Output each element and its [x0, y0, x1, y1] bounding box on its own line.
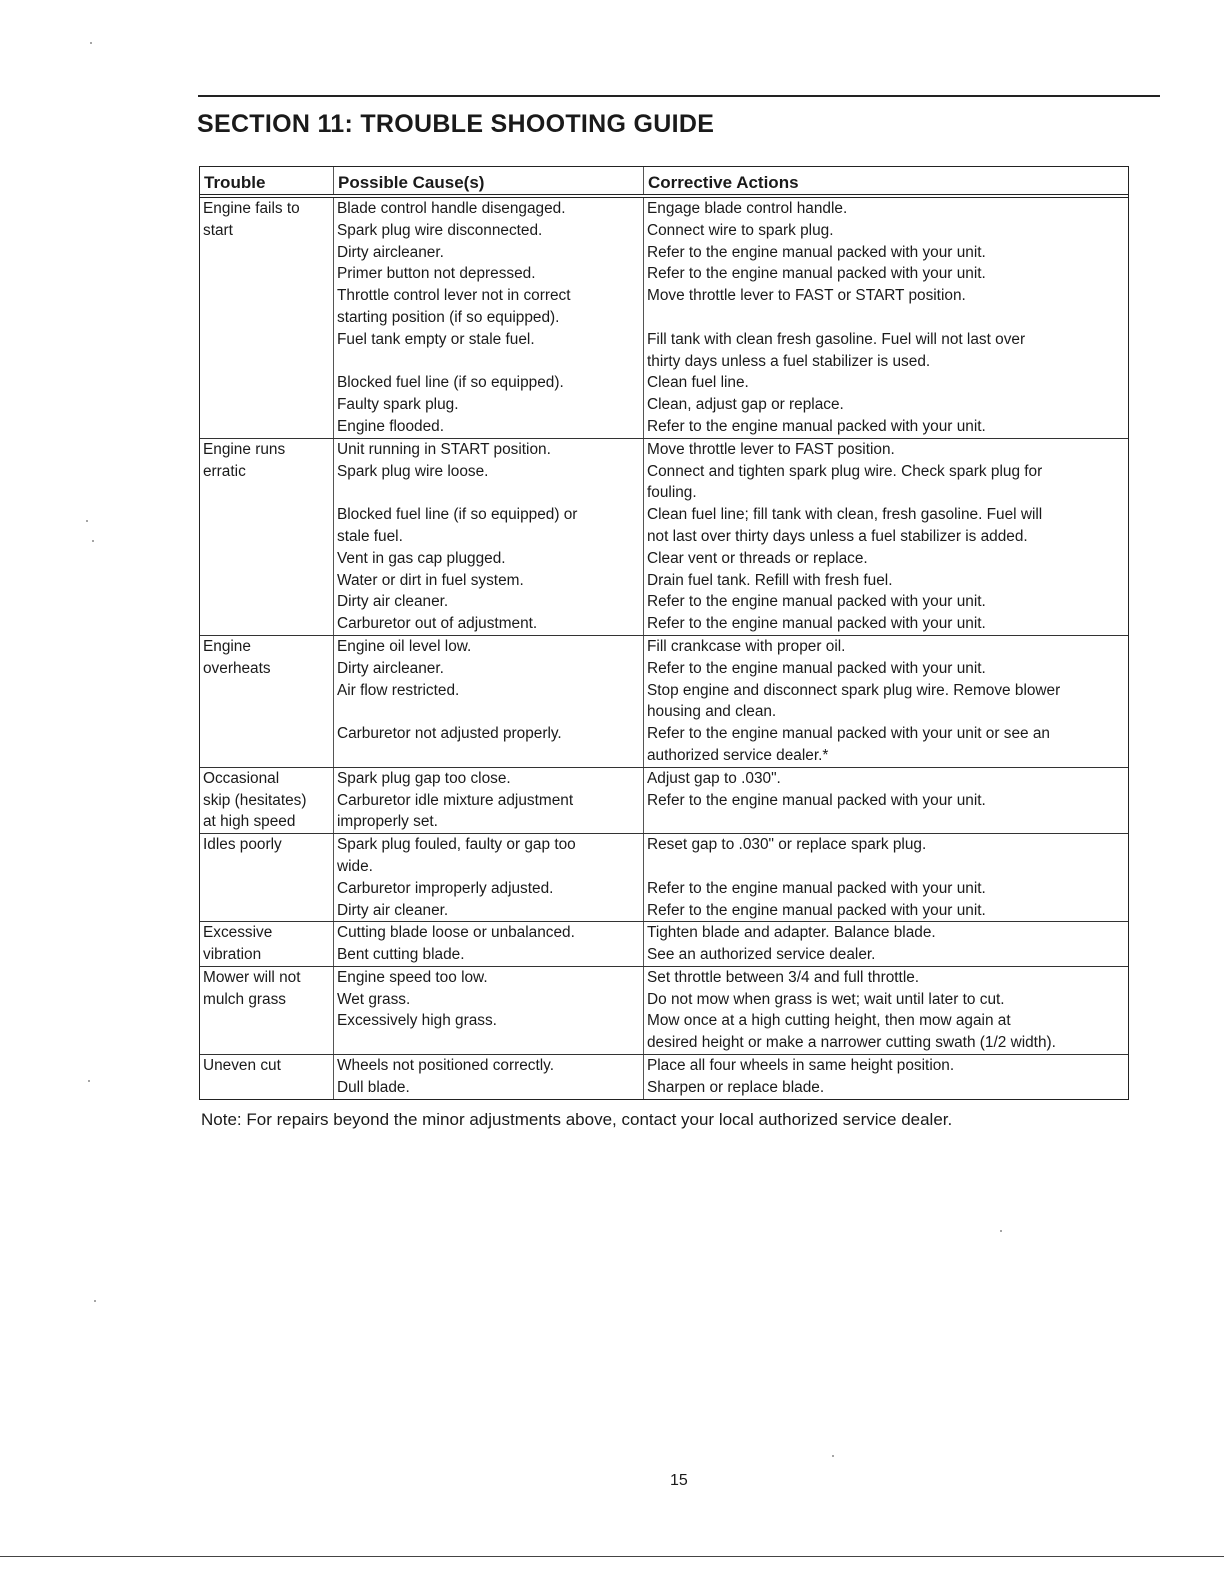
cell-line: Refer to the engine manual packed with your unit. — [647, 791, 986, 809]
cell-line: Cutting blade loose or unbalanced. — [337, 924, 575, 942]
cell-line: Primer button not depressed. — [337, 265, 536, 283]
cell-line: Excessive — [203, 924, 273, 942]
cell-line: authorized service dealer.* — [647, 746, 829, 764]
header-trouble: Trouble — [204, 173, 266, 192]
cell-line: See an authorized service dealer. — [647, 946, 876, 964]
table-row — [200, 198, 1128, 438]
cell-line: Refer to the engine manual packed with your unit. — [647, 659, 986, 677]
cell-line: Unit running in START position. — [337, 440, 551, 458]
cell-line: Refer to the engine manual packed with your unit. — [647, 879, 986, 897]
cell-line: Clean fuel line; fill tank with clean, fresh gasoline. Fuel will — [647, 506, 1043, 524]
cell-line: Wheels not positioned correctly. — [337, 1057, 554, 1075]
causes-cell — [333, 636, 643, 767]
table-header — [200, 167, 1128, 198]
cell-line: Dirty aircleaner. — [337, 243, 444, 261]
trouble-cell — [200, 198, 333, 438]
cell-line: vibration — [203, 946, 262, 964]
actions-cell — [643, 1055, 1128, 1099]
causes-cell — [333, 439, 643, 635]
cell-line: Fuel tank empty or stale fuel. — [337, 330, 535, 348]
actions-cell — [643, 439, 1128, 635]
cell-line: improperly set. — [337, 813, 438, 831]
cell-line: Blade control handle disengaged. — [337, 200, 566, 217]
cell-line: Spark plug wire disconnected. — [337, 221, 543, 239]
causes-cell — [333, 834, 643, 921]
trouble-cell — [200, 922, 333, 966]
table-body — [200, 198, 1128, 1099]
scan-speck — [86, 520, 88, 522]
actions-cell — [643, 768, 1128, 833]
cell-line: Carburetor idle mixture adjustment — [337, 791, 574, 809]
cell-line: Refer to the engine manual packed with your unit. — [647, 265, 986, 283]
section-title: SECTION 11: TROUBLE SHOOTING GUIDE — [197, 110, 715, 138]
cell-line: Idles poorly — [203, 836, 282, 854]
trouble-cell — [200, 636, 333, 767]
cell-line — [647, 856, 1125, 878]
scan-speck — [92, 540, 94, 542]
cell-line: Fill crankcase with proper oil. — [647, 637, 846, 655]
cell-line: wide. — [337, 857, 373, 875]
cell-line: Stop engine and disconnect spark plug wire. Remove blower — [647, 681, 1061, 699]
cell-line: Wet grass. — [337, 990, 411, 1008]
cell-line: Place all four wheels in same height position. — [647, 1057, 955, 1075]
cell-line: Engage blade control handle. — [647, 200, 848, 217]
cell-line: Engine — [203, 637, 251, 655]
cell-line: housing and clean. — [647, 703, 777, 721]
trouble-cell — [200, 834, 333, 921]
cell-line: Spark plug wire loose. — [337, 462, 489, 480]
actions-cell — [643, 198, 1128, 438]
cell-line: Move throttle lever to FAST position. — [647, 440, 895, 458]
scan-speck — [94, 1300, 96, 1302]
cell-line: start — [203, 221, 233, 239]
cell-line: Engine speed too low. — [337, 968, 488, 986]
cell-line: Uneven cut — [203, 1057, 281, 1075]
causes-cell — [333, 922, 643, 966]
cell-line: Vent in gas cap plugged. — [337, 549, 506, 567]
cell-line: overheats — [203, 659, 271, 677]
cell-line: Carburetor not adjusted properly. — [337, 725, 562, 743]
cell-line: Adjust gap to .030". — [647, 769, 781, 787]
cell-line: Reset gap to .030" or replace spark plug. — [647, 836, 927, 854]
table-row — [200, 833, 1128, 921]
causes-cell — [333, 1055, 643, 1099]
cell-line: Excessively high grass. — [337, 1012, 497, 1030]
cell-line: Move throttle lever to FAST or START position. — [647, 287, 966, 305]
trouble-cell — [200, 768, 333, 833]
cell-line: Engine oil level low. — [337, 637, 472, 655]
cell-line: Dirty air cleaner. — [337, 593, 449, 611]
cell-line: Occasional — [203, 769, 280, 787]
scan-speck — [88, 1080, 90, 1082]
causes-cell — [333, 768, 643, 833]
cell-line: skip (hesitates) — [203, 791, 307, 809]
cell-line: Drain fuel tank. Refill with fresh fuel. — [647, 571, 893, 589]
actions-cell — [643, 636, 1128, 767]
table-row — [200, 438, 1128, 635]
cell-line: Connect wire to spark plug. — [647, 221, 834, 239]
table-row — [200, 767, 1128, 833]
cell-line: stale fuel. — [337, 527, 403, 545]
cell-line: Refer to the engine manual packed with your unit. — [647, 615, 986, 633]
cell-line: Clean, adjust gap or replace. — [647, 396, 844, 414]
causes-cell — [333, 967, 643, 1054]
table-row — [200, 921, 1128, 966]
trouble-cell — [200, 1055, 333, 1099]
cell-line: erratic — [203, 462, 246, 480]
cell-line: Carburetor improperly adjusted. — [337, 879, 554, 897]
cell-line: Refer to the engine manual packed with your unit. — [647, 901, 986, 919]
cell-line: Blocked fuel line (if so equipped) or — [337, 506, 578, 524]
cell-line: Refer to the engine manual packed with your unit. — [647, 243, 986, 261]
cell-line: Set throttle between 3/4 and full throttle. — [647, 968, 920, 986]
cell-line: Throttle control lever not in correct — [337, 287, 571, 305]
trouble-shooting-table — [199, 166, 1129, 1100]
cell-line: Mower will not — [203, 968, 301, 986]
cell-line: Clean fuel line. — [647, 374, 749, 392]
cell-line: Clear vent or threads or replace. — [647, 549, 868, 567]
actions-cell — [643, 834, 1128, 921]
cell-line: Mow once at a high cutting height, then mow again at — [647, 1012, 1011, 1030]
cell-line: Engine runs — [203, 440, 286, 458]
page-number: 15 — [670, 1472, 688, 1489]
cell-line — [337, 701, 640, 723]
cell-line: Connect and tighten spark plug wire. Check spark plug for — [647, 462, 1043, 480]
cell-line: Refer to the engine manual packed with your unit or see an — [647, 725, 1050, 743]
top-rule — [198, 95, 1160, 97]
cell-line: Water or dirt in fuel system. — [337, 571, 524, 589]
cell-line: Carburetor out of adjustment. — [337, 615, 538, 633]
cell-line: Engine fails to — [203, 200, 300, 217]
cell-line: Refer to the engine manual packed with your unit. — [647, 417, 986, 435]
scan-speck — [1000, 1230, 1002, 1232]
cell-line: Air flow restricted. — [337, 681, 460, 699]
actions-cell — [643, 967, 1128, 1054]
header-causes: Possible Cause(s) — [333, 167, 643, 194]
cell-line: Dirty aircleaner. — [337, 659, 444, 677]
bottom-rule — [0, 1556, 1224, 1557]
table-row — [200, 966, 1128, 1054]
cell-line — [647, 307, 1125, 329]
cell-line: Refer to the engine manual packed with your unit. — [647, 593, 986, 611]
cell-line — [337, 351, 640, 373]
cell-line: Dirty air cleaner. — [337, 901, 449, 919]
cell-line: Engine flooded. — [337, 417, 444, 435]
cell-line: not last over thirty days unless a fuel stabilizer is added. — [647, 527, 1028, 545]
cell-line: Sharpen or replace blade. — [647, 1078, 825, 1096]
footer-note: Note: For repairs beyond the minor adjustments above, contact your local authorized service dealer. — [201, 1110, 953, 1129]
cell-line: Bent cutting blade. — [337, 946, 465, 964]
cell-line: Do not mow when grass is wet; wait until later to cut. — [647, 990, 1005, 1008]
cell-line: Spark plug fouled, faulty or gap too — [337, 836, 576, 854]
scan-speck — [832, 1455, 834, 1457]
causes-cell — [333, 198, 643, 438]
trouble-cell — [200, 967, 333, 1054]
scan-speck — [90, 42, 92, 44]
cell-line: Tighten blade and adapter. Balance blade. — [647, 924, 936, 942]
cell-line: at high speed — [203, 813, 296, 831]
cell-line: fouling. — [647, 484, 697, 502]
cell-line: Blocked fuel line (if so equipped). — [337, 374, 564, 392]
header-actions: Corrective Actions — [643, 167, 1128, 194]
table-row — [200, 635, 1128, 767]
cell-line: Faulty spark plug. — [337, 396, 459, 414]
cell-line: Fill tank with clean fresh gasoline. Fuel will not last over — [647, 330, 1026, 348]
cell-line: Spark plug gap too close. — [337, 769, 511, 787]
cell-line — [337, 482, 640, 504]
cell-line: starting position (if so equipped). — [337, 308, 560, 326]
actions-cell — [643, 922, 1128, 966]
trouble-cell — [200, 439, 333, 635]
cell-line: Dull blade. — [337, 1078, 410, 1096]
table-row — [200, 1054, 1128, 1099]
cell-line: thirty days unless a fuel stabilizer is used. — [647, 352, 931, 370]
cell-line: mulch grass — [203, 990, 286, 1008]
cell-line: desired height or make a narrower cutting swath (1/2 width). — [647, 1034, 1056, 1052]
